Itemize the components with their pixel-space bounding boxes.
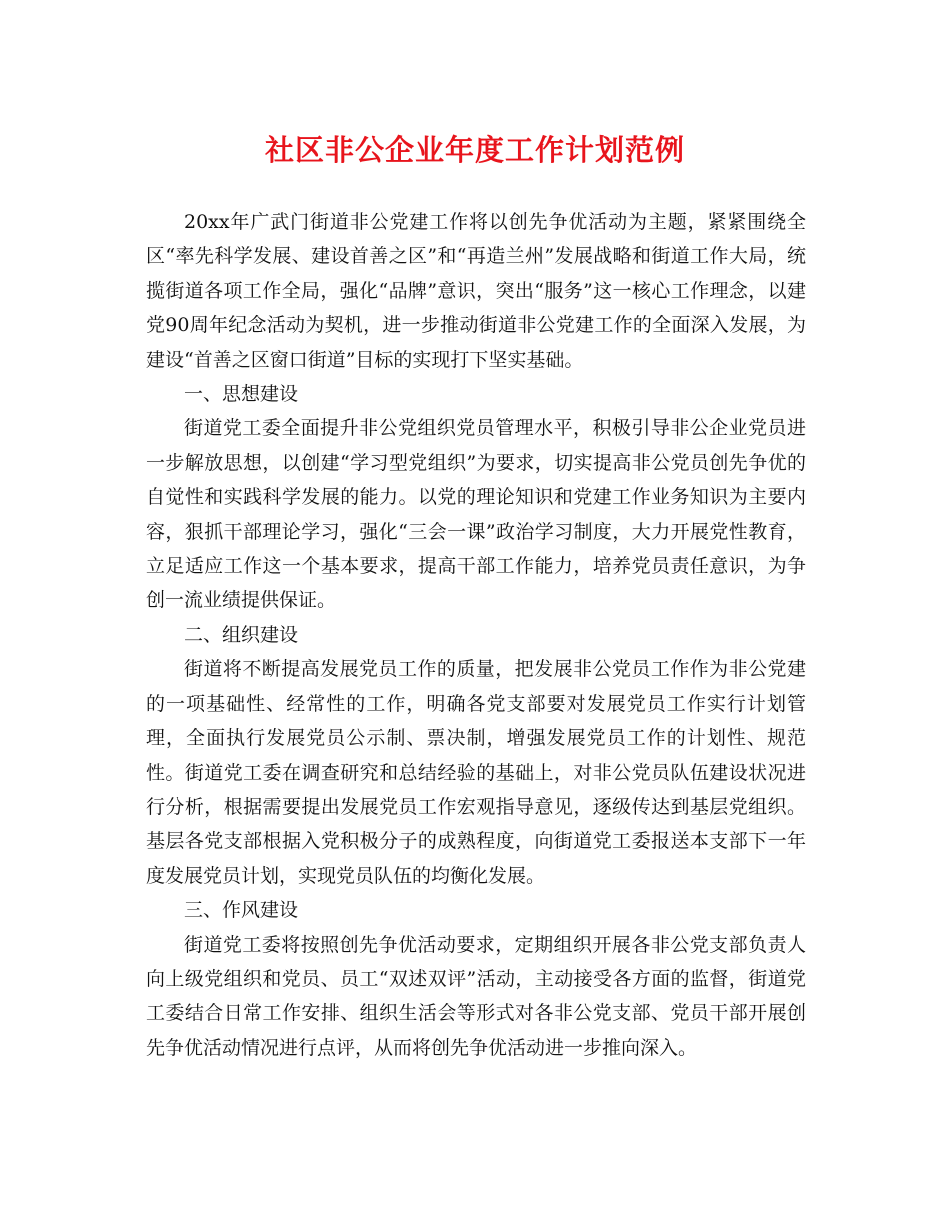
document-title: 社区非公企业年度工作计划范例 [264, 133, 685, 167]
section-heading-ideology: 一、思想建设 [184, 383, 299, 406]
document-body [146, 205, 806, 1065]
section-heading-organization: 二、组织建设 [184, 623, 299, 646]
paragraph-organization: 街道将不断提高发展党员工作的质量，把发展非公党员工作作为非公党建的一项基础性、经常性的工作，明确各党支部要对发展党员工作实行计划管理，全面执行发展党员公示制、票决制，增强发展党员工作的计划性、规范性。街道党工委在调查研究和总结经验的基础上，对非公党员队伍建设状况进行分析，根据需要提出发展党员工作宏观指导意见，逐级传达到基层党组织。基层各党支部根据入党积极分子的成熟程度，向街道党工委报送本支部下一年度发展党员计划，实现党员队伍的均衡化发展。 [146, 658, 806, 887]
paragraph-conduct: 街道党工委将按照创先争优活动要求，定期组织开展各非公党支部负责人向上级党组织和党员、员工“双述双评”活动，主动接受各方面的监督，街道党工委结合日常工作安排、组织生活会等形式对各非公党支部、党员干部开展创先争优活动情况进行点评，从而将创先争优活动进一步推向深入。 [146, 933, 806, 1059]
paragraph-intro: 20xx年广武门街道非公党建工作将以创先争优活动为主题，紧紧围绕全区“率先科学发展、建设首善之区”和“再造兰州”发展战略和街道工作大局，统揽街道各项工作全局，强化“品牌”意识，突出“服务”这一核心工作理念，以建党90周年纪念活动为契机，进一步推动街道非公党建工作的全面深入发展，为建设“首善之区窗口街道”目标的实现打下坚实基础。 [146, 211, 806, 371]
section-heading-conduct: 三、作风建设 [184, 899, 299, 922]
paragraph-ideology: 街道党工委全面提升非公党组织党员管理水平，积极引导非公企业党员进一步解放思想，以创建“学习型党组织”为要求，切实提高非公党员创先争优的自觉性和实践科学发展的能力。以党的理论知识和党建工作业务知识为主要内容，狠抓干部理论学习，强化“三会一课”政治学习制度，大力开展党性教育，立足适应工作这一个基本要求，提高干部工作能力，培养党员责任意识，为争创一流业绩提供保证。 [146, 417, 806, 612]
